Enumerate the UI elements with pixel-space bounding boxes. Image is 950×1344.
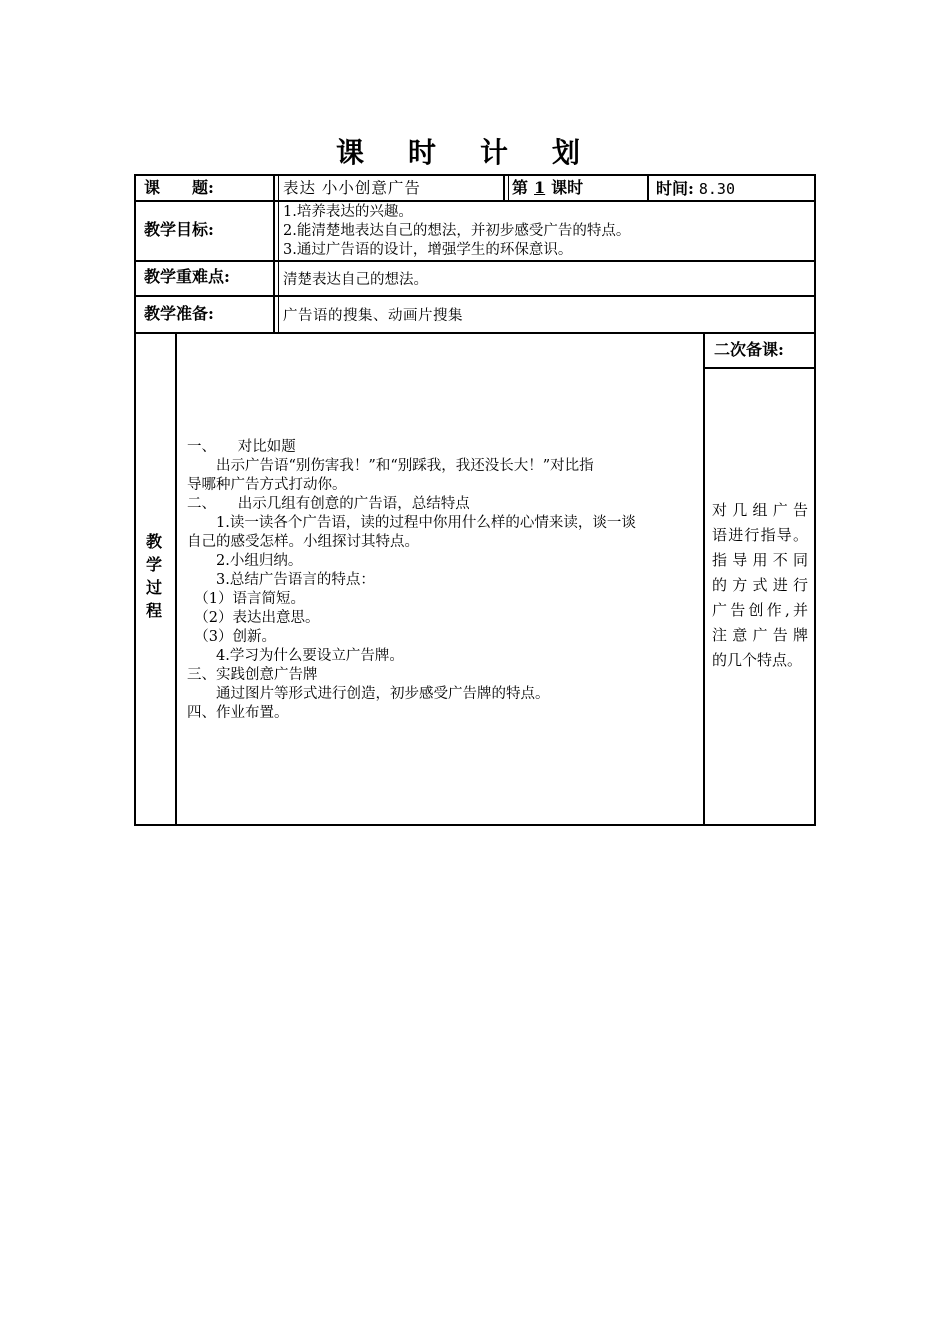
row-divider: [134, 295, 816, 297]
process-line: （1）语言简短。: [187, 591, 305, 607]
second-prep-line: 注意广告牌: [712, 626, 808, 644]
second-prep-line: 对几组广告: [712, 501, 808, 519]
time-label: 时间:: [656, 179, 694, 198]
goals-list: [283, 203, 630, 260]
process-line: 二、 出示几组有创意的广告语，总结特点: [187, 496, 470, 512]
process-label-char: 学: [145, 555, 162, 574]
topic-value: 表达 小小创意广告: [283, 179, 421, 197]
col-divider: [508, 174, 509, 202]
time-field: [656, 179, 735, 199]
process-line: 四、作业布置。: [187, 705, 289, 721]
process-line: 三、实践创意广告牌: [187, 667, 318, 683]
process-label: [140, 530, 168, 622]
process-line: （3）创新。: [187, 629, 276, 645]
process-line: 自己的感受怎样。小组探讨其特点。: [187, 534, 419, 550]
process-line: 出示广告语“别伤害我！”和“别踩我，我还没长大！”对比指: [187, 458, 594, 474]
col-divider: [175, 332, 177, 826]
process-line: 3.总结广告语言的特点：: [187, 572, 375, 588]
period-prefix: 第: [512, 178, 529, 197]
time-value: 8.30: [698, 180, 735, 198]
process-content: [187, 438, 697, 723]
goal-item: 1.培养表达的兴趣。: [283, 204, 413, 220]
second-prep-line: 的几个特点。: [712, 651, 803, 669]
table-border-bottom: [134, 824, 816, 826]
row-divider: [134, 332, 816, 334]
period-number: 1: [534, 178, 546, 197]
title-char: 计: [480, 136, 509, 169]
preparation-value: 广告语的搜集、动画片搜集: [283, 308, 463, 324]
title-char: 课: [335, 136, 364, 169]
col-divider: [647, 174, 649, 202]
preparation-label: 教学准备:: [144, 304, 214, 323]
col-divider: [703, 332, 705, 826]
key-points-label: 教学重难点:: [144, 267, 230, 286]
col-divider: [273, 174, 275, 334]
goal-item: 3.通过广告语的设计，增强学生的环保意识。: [283, 242, 573, 258]
table-border-top: [134, 174, 816, 176]
table-border-right: [814, 174, 816, 826]
row-divider: [134, 260, 816, 262]
period-suffix: 课时: [551, 178, 584, 197]
row-divider: [134, 200, 816, 202]
second-prep-notes: [712, 498, 808, 673]
process-line: 2.小组归纳。: [187, 553, 303, 569]
topic-label: 课 题:: [144, 178, 214, 197]
process-label-char: 过: [145, 578, 162, 597]
title-char: 时: [407, 136, 436, 169]
process-label-char: 教: [145, 532, 162, 551]
title-char: 划: [552, 136, 581, 169]
second-prep-line: 语进行指导。: [712, 526, 808, 544]
col-divider: [503, 174, 505, 202]
row-divider: [703, 367, 816, 369]
process-line: 导哪种广告方式打动你。: [187, 477, 347, 493]
second-prep-line: 的方式进行: [712, 576, 808, 594]
second-prep-label: 二次备课:: [714, 340, 784, 359]
process-line: 1.读一读各个广告语，读的过程中你用什么样的心情来读，谈一谈: [187, 515, 636, 531]
process-line: 一、 对比如题: [187, 439, 296, 455]
process-line: 4.学习为什么要设立广告牌。: [187, 648, 404, 664]
table-border-left: [134, 174, 136, 826]
page-title: [0, 131, 916, 171]
process-line: 通过图片等形式进行创造，初步感受广告牌的特点。: [187, 686, 550, 702]
goals-label: 教学目标:: [144, 220, 214, 239]
key-points-value: 清楚表达自己的想法。: [283, 272, 428, 288]
second-prep-line: 广告创作,并: [712, 601, 808, 619]
period-field: [512, 178, 583, 197]
goal-item: 2.能清楚地表达自己的想法，并初步感受广告的特点。: [283, 223, 631, 239]
process-label-char: 程: [145, 601, 162, 620]
second-prep-line: 指导用不同: [712, 551, 808, 569]
process-line: （2）表达出意思。: [187, 610, 320, 626]
col-divider: [278, 174, 279, 334]
